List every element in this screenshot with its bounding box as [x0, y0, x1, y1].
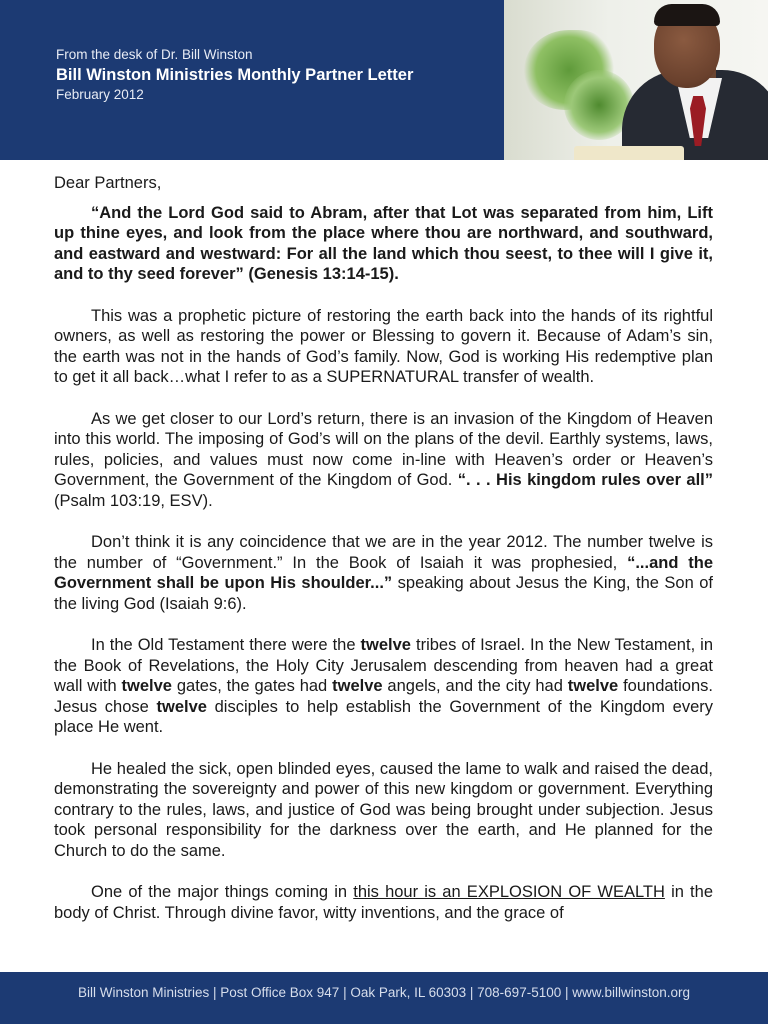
psalm-quote: “. . . His kingdom rules over all” [457, 471, 713, 490]
paragraph-4-text: Don’t think it is any coincidence that we are in the year 2012. The number twelve is the number of “Government.” In the Book of Isaiah it was prophesied, [54, 533, 713, 572]
paragraph-3 [54, 409, 713, 512]
header-text-block [56, 46, 413, 103]
underlined-phrase: this hour is an EXPLOSION OF WEALTH [353, 883, 665, 902]
letter-header [0, 0, 768, 160]
emphasis-twelve: twelve [567, 677, 619, 696]
paragraph-3-text: As we get closer to our Lord’s return, there is an invasion of the Kingdom of Heaven into this world. The imposing of God’s will on the plans of the devil. Earthly systems, laws, rules, policies, and values must now come in-line with Heaven’s order or Heaven’s Government, the Government of the Kingdom of God. [54, 409, 713, 490]
paragraph-6: He healed the sick, open blinded eyes, caused the lame to walk and raised the dead, demonstrating the sovereignty and power of this new kingdom or government. Everything contrary to the rules, laws, and justice of God was being brought under subjection. Jesus took personal responsibility for the darkness over the earth, and He planned for the Church to do the same. [54, 759, 713, 860]
emphasis-twelve: twelve [121, 677, 172, 696]
paragraph-scripture [54, 203, 713, 285]
emphasis-twelve: twelve [332, 677, 383, 696]
hair-shape [654, 4, 720, 26]
text-span: disciples to help establish the Government of the Kingdom every place He went. [54, 697, 713, 737]
text-span: in the body of Christ. Through divine favor, witty inventions, and the grace of [54, 883, 713, 922]
book-shape [574, 146, 684, 160]
isaiah-quote: “...and the Government shall be upon His shoulder...” [54, 553, 714, 593]
from-line: From the desk of Dr. Bill Winston [56, 47, 253, 62]
psalm-reference: (Psalm 103:19, ESV). [54, 491, 213, 510]
contact-footer: Bill Winston Ministries | Post Office Box 947 | Oak Park, IL 60303 | 708-697-5100 | www.billwinston.org [0, 972, 768, 1024]
letter-body [54, 173, 713, 923]
paragraph-4 [54, 532, 713, 614]
portrait-photo [504, 0, 768, 160]
letter-title: Bill Winston Ministries Monthly Partner Letter [56, 66, 414, 84]
text-span: angels, and the city had [382, 677, 568, 696]
paragraph-4-rest: speaking about Jesus the King, the Son of the living God (Isaiah 9:6). [54, 574, 713, 613]
text-span: In the Old Testament there were the [91, 636, 361, 655]
emphasis-twelve: twelve [360, 636, 411, 655]
scripture-quote: “And the Lord God said to Abram, after that Lot was separated from him, Lift up thine eyes, and look from the place where thou are northward, and southward, and eastward and westward: For all the land which thou seest, to thee will I give it, and to thy seed forever” (Genesis 13:14-15). [54, 203, 713, 284]
text-span: tribes of Israel. In the New Testament, in the Book of Revelations, the Holy City Jerusalem descending from heaven had a great wall with [54, 636, 713, 696]
paragraph-2: This was a prophetic picture of restoring the earth back into the hands of its rightful owners, as well as restoring the power or Blessing to govern it. Because of Adam’s sin, the earth was not in the hands of God’s family. Now, God is working His redemptive plan to get it all back…what I refer to as a SUPERNATURAL transfer of wealth. [54, 306, 713, 387]
paragraph-7 [54, 882, 713, 923]
greeting: Dear Partners, [54, 174, 162, 192]
text-span: foundations. Jesus chose [54, 677, 713, 716]
text-span: One of the major things coming in [91, 883, 354, 902]
text-span: gates, the gates had [171, 677, 333, 696]
emphasis-twelve: twelve [156, 697, 207, 716]
paragraph-5 [54, 635, 713, 738]
letter-date: February 2012 [56, 87, 144, 102]
